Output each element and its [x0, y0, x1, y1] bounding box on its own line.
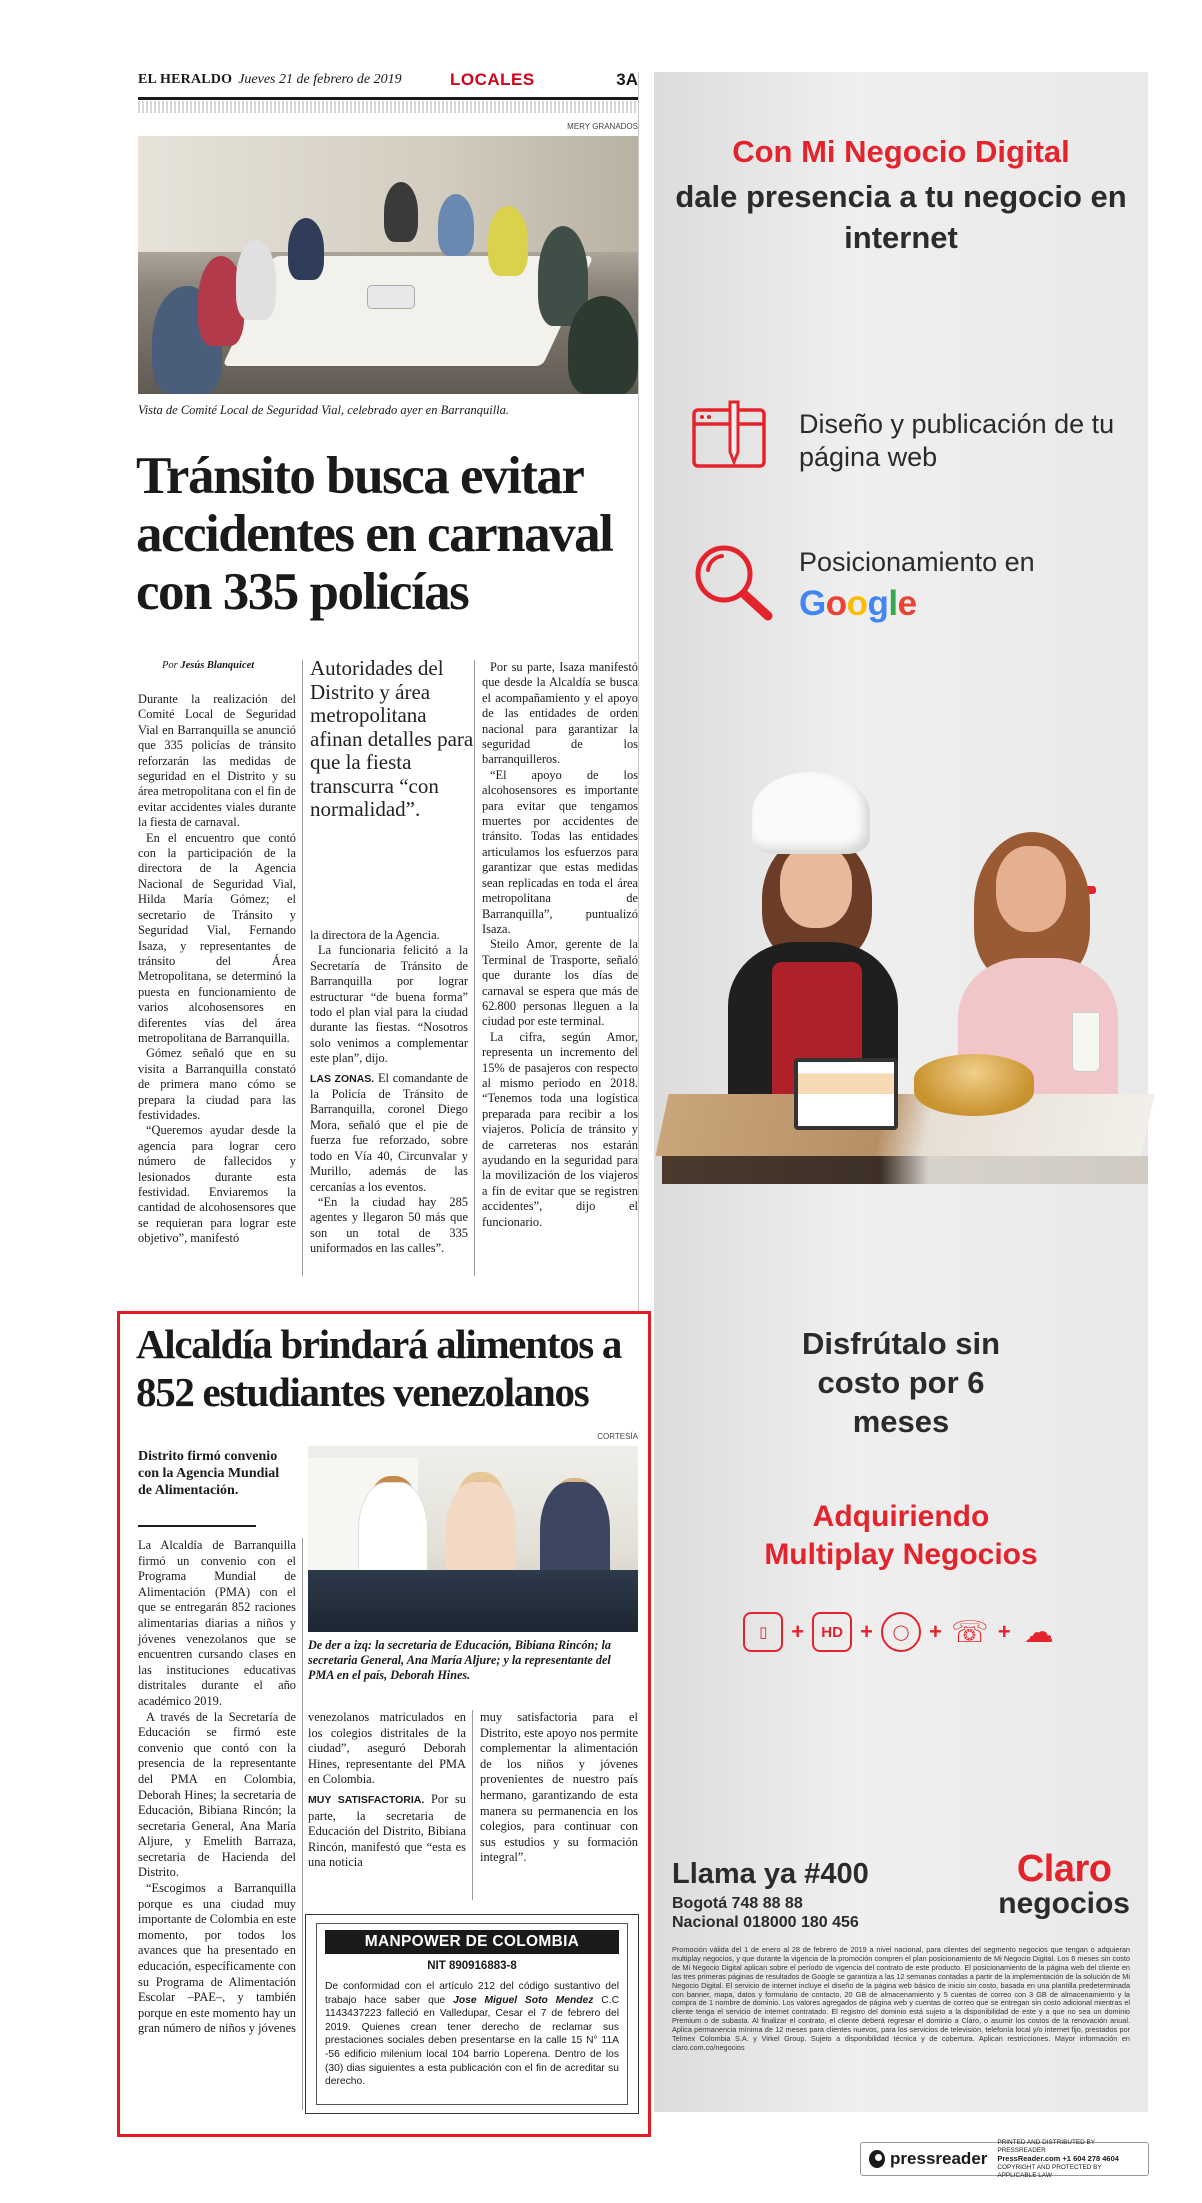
internet-globe-icon: ◯	[881, 1612, 921, 1652]
photo-projector	[368, 286, 414, 308]
kitchen-counter-edge	[662, 1156, 1148, 1184]
photo-credit: MERY GRANADOS	[567, 122, 638, 131]
paragraph: muy satisfactoria para el Distrito, este apoyo nos permite complementar la alimentación de los niños y jóvenes provenientes de nuestro país hermano, garantizando de esta manera su permanencia en los colegios, para continuar con sus estudios y su formación integral”.	[480, 1710, 638, 1865]
story-headline: Alcaldía brindará alimentos a 852 estudiantes venezolanos	[136, 1321, 622, 1415]
cloud-icon: ☁	[1023, 1615, 1054, 1649]
column-divider	[302, 660, 303, 1276]
plus-icon: +	[860, 1619, 873, 1644]
feature-positioning: Posicionamiento en	[799, 547, 1035, 577]
google-letter: l	[888, 584, 898, 623]
ad-headline: dale presencia a tu negocio en internet	[675, 179, 1127, 255]
page-number: 3A	[616, 70, 638, 89]
google-letter: o	[825, 584, 847, 623]
tv-hd-icon: HD	[812, 1612, 852, 1652]
header-rule	[138, 97, 638, 100]
google-letter: G	[799, 584, 826, 623]
notice-text-end: C.C 1143437223 falleció en Valledupar, Cesar el 7 de febrero del 2019. Quienes crean tener derecho de reclamar sus prestaciones sociales deben presentarse en la calle 15 N° 11A -56 edificio milenium local 104 barrio Loperena. Dentro de los (30) dias siguientes a esta publicación con el fin de acreditar su derecho.	[325, 1994, 619, 2088]
photo-person	[384, 182, 418, 242]
story-headline: Tránsito busca evitar accidentes en carnaval con 335 policías	[136, 447, 613, 621]
subhead-lead: LAS ZONAS.	[310, 1072, 375, 1085]
notice-title: MANPOWER DE COLOMBIA	[325, 1930, 619, 1954]
multiplay-services	[654, 1612, 1148, 1652]
claro-wordmark: Claro	[1016, 1848, 1112, 1890]
pressreader-meta	[997, 2139, 1140, 2180]
cookie-tin	[914, 1054, 1034, 1116]
photo-credit: CORTESÍA	[597, 1432, 638, 1441]
ad-offer: Disfrútalo sin costo por 6 meses	[801, 1326, 1001, 1439]
story-column-3	[482, 660, 638, 1230]
meeting-photo	[138, 136, 638, 394]
byline-author: Jesús Blanquicet	[180, 660, 255, 671]
paragraph: “El apoyo de los alcohosensores es importante para evitar que tengamos muertes por accidentes de tránsito. Todas las entidades articulamos los esfuerzos para garantizar que estas medidas sean replicadas en toda el área metropolitana de Barranquilla”, puntualizó Isaza.	[482, 767, 638, 936]
story-column-3	[480, 1710, 638, 1866]
google-letter: o	[846, 584, 868, 623]
milk-glass	[1072, 1012, 1100, 1072]
web-design-icon	[690, 400, 770, 474]
laptop-screen	[798, 1062, 894, 1126]
paragraph: la directora de la Agencia.	[310, 928, 440, 942]
plus-icon: +	[791, 1619, 805, 1644]
paragraph: La cifra, según Amor, representa un incremento del 15% de pasajeros con respecto al mismo periodo en 2018. “Tenemos toda una logística preparada para recibir a los viajeros. Policía de tránsito y de carreteras nos estarán ayudando en la seguridad para la movilización de los viajeros a fin de evitar que se registren accidentes”, dijo el funcionario.	[482, 1029, 638, 1229]
kitchen-counter	[655, 1094, 1154, 1156]
photo-person	[288, 218, 324, 280]
paragraph: La Alcaldía de Barranquilla firmó un convenio con el Programa Mundial de Alimentación (PMA) con el que se entregarán 852 raciones alimentarias diarias a niños y jóvenes venezolanos que se encuentren cursando clases en las instituciones educativas distritales durante el año académico 2019.	[138, 1538, 296, 1708]
paragraph: venezolanos matriculados en los colegios distritales de la ciudad”, aseguró Deborah Hines, representante del PMA en Colombia.	[308, 1710, 466, 1787]
pressreader-name: pressreader	[890, 2149, 988, 2168]
paragraph: Por su parte, Isaza manifestó que desde la Alcaldía se busca el acompañamiento y el apoyo de las entidades de orden nacional para garantizar la seguridad de los barranquilleros.	[482, 660, 638, 767]
phone-numbers	[672, 1894, 859, 1932]
photo-person	[488, 206, 528, 276]
phone-bogota: Bogotá 748 88 88	[672, 1895, 803, 1912]
woman-face	[996, 846, 1066, 932]
paragraph-text: El comandante de la Policía de Tránsito de Barranquilla, coronel Diego Mora, señaló que el pie de fuerza fue reforzado, sobre todo en Vía 40, Circunvalar y Murillo, además de las cercanías a los eventos.	[310, 1070, 468, 1194]
paragraph: Steilo Amor, gerente de la Terminal de Trasporte, señaló que durante los días de carnaval se espera que más de 62.800 personas lleguen a la ciudad por este terminal.	[482, 937, 638, 1029]
ad-headline-red: Con Mi Negocio Digital	[732, 134, 1070, 169]
google-letter: e	[897, 584, 917, 623]
notice-person-name: Jose Miguel Soto Mendez	[453, 1994, 594, 2006]
story-column-1	[138, 692, 296, 1247]
feature-web-design: Diseño y publicación de tu página web	[799, 409, 1115, 472]
chef-face	[780, 844, 852, 928]
byline-prefix: Por	[162, 660, 178, 671]
column-divider	[472, 1710, 473, 1900]
pressreader-icon	[869, 2150, 885, 2168]
paragraph-text: Por su parte, la secretaria de Educación del Distrito, Bibiana Rincón, manifestó que “esta es una noticia	[308, 1791, 466, 1870]
google-letter: g	[867, 584, 889, 623]
photo-desk	[308, 1570, 638, 1632]
notice-text-start: De conformidad con el artículo 212 del código sustantivo del trabajo hace saber que	[325, 1981, 619, 2006]
issue-date: Jueves 21 de febrero de 2019	[238, 72, 402, 87]
paragraph	[308, 1792, 466, 1871]
paragraph: La funcionaria felicitó a la Secretaría de Tránsito de Barranquilla por lograr estructurar “de buena forma” todo el plan vial para la ciudad durante las fiestas. “Nosotros solo venimos a complementar este plan”, dijo.	[310, 943, 468, 1066]
laptop	[794, 1058, 898, 1130]
chef-hat	[752, 772, 870, 854]
section-name: LOCALES	[450, 70, 535, 89]
plus-icon: +	[929, 1619, 942, 1644]
paragraph: “Queremos ayudar desde la agencia para lograr cero número de fallecidos y lesionados durante esta festividad. Enviaremos la cantidad de alcohosensores que se requieran para lograr este objetivo”, manifestó	[138, 1123, 296, 1246]
photo-caption: De der a izq: la secretaria de Educación, Bibiana Rincón; la secretaria General, Ana María Aljure; y la representante del PMA en el país, Deborah Hines.	[308, 1638, 611, 1682]
subdeck-rule	[138, 1525, 256, 1527]
search-icon	[688, 540, 778, 624]
notice-text	[325, 1980, 619, 2089]
claro-advertisement[interactable]	[654, 72, 1148, 2112]
byline	[162, 660, 254, 671]
header-pattern-rule	[138, 101, 638, 113]
ad-fine-print: Promoción válida del 1 de enero al 28 de febrero de 2019 a nivel nacional, para clientes del segmento negocios que tengan o adquieran multiplay negocios, y que durante la vigencia de la promoción compren el plan posicionamiento de Mi Negocio Digital. Los 6 meses sin costo de Mi Negocio Digital aplican sobre el período de vigencia del contrato de este producto. El posicionamiento de la página web del cliente en las tres primeras páginas de resultados de Google se garantiza a las 12 semanas contadas a partir de la implementación de la solución de Mi Negocio Digital. El servicio de internet incluye el diseño de la página web básico de inicio sin costo, basada en una plantilla predeterminada con banner, mapa, datos y formulario de contacto, 20 GB de almacenamiento y 5 cuentas de correo con 3 GB de almacenamiento y la compra de 1 nombre de dominio. Los valores agregados de página web y cuentas de correo que se entregan sin costo adicional mientras el cliente tenga el servicio de internet contratado. El registro del dominio está sujeto a la disponibilidad de este y a que no sea un dominio Premium o de subasta. Al finalizar el contrato, el cliente deberá regresar el dominio a Claro, o asumir los costos de la renovación anual. Aplica permanencia mínima de 12 meses para clientes nuevos, para los servicios de televisión, telefonía local y/o internet fijo, prestados por Telmex Colombia S.A. y Virkel Group. Sujeto a disponibilidad técnica y de cobertura. Aplican restricciones. Mayor información en claro.com.co/negocios	[672, 1945, 1130, 2052]
google-logo	[799, 584, 917, 624]
paragraph: “Escogimos a Barranquilla porque es una ciudad muy importante de Colombia en este momento, por todos los avances que ha presentado en educación, específicamente con su Programa de Alimentación Escolar –PAE–, y también porque en este momento hay un gran número de niños y jóvenes	[138, 1881, 296, 2036]
telephone-icon: ☏	[951, 1615, 989, 1649]
paragraph	[310, 1071, 468, 1195]
legal-notice	[305, 1914, 639, 2114]
officials-photo	[308, 1446, 638, 1632]
story-subdeck: Distrito firmó convenio con la Agencia Mundial de Alimentación.	[138, 1449, 280, 1498]
column-divider	[302, 1538, 303, 2110]
call-to-action: Llama ya #400	[672, 1858, 869, 1890]
ad-photo-scene	[662, 762, 1148, 1282]
pressreader-line: PressReader.com +1 604 278 4604	[997, 2153, 1119, 2163]
page-header	[138, 72, 638, 94]
paragraph: En el encuentro que contó con la participación de la directora de la Agencia Nacional de Seguridad Vial, Hilda María Gómez; el secretario de Tránsito y Seguridad Vial, Fernando Isaza, y representantes de tránsito del Área Metropolitana, se determinó la puesta en funcionamiento de varios alcohosensores en diferentes vías del área metropolitana de Barranquilla.	[138, 830, 296, 1045]
pressreader-line: COPYRIGHT AND PROTECTED BY APPLICABLE LAW	[997, 2163, 1102, 2179]
legal-notice-frame	[316, 1923, 628, 2105]
story-column-2	[308, 1710, 466, 1871]
story-column-1	[138, 1538, 296, 2037]
plus-icon: +	[997, 1619, 1011, 1644]
notice-nit: NIT 890916883-8	[427, 1960, 517, 1972]
photo-person	[568, 296, 638, 394]
story-column-2	[310, 928, 468, 1257]
ad-offer-condition: Adquiriendo Multiplay Negocios	[764, 1500, 1038, 1571]
paragraph: Durante la realización del Comité Local de Seguridad Vial en Barranquilla se anunció que 335 policías de tránsito reforzarán las medidas de seguridad en el Distrito y su área metropolitana con el fin de evitar accidentes viales durante la fiesta de carnaval.	[138, 692, 296, 830]
mobile-phone-icon: ▯	[743, 1612, 783, 1652]
paragraph: “En la ciudad hay 285 agentes y llegaron 50 más que son un total de 335 uniformados en las calles”.	[310, 1194, 468, 1256]
column-divider	[474, 660, 475, 1276]
phone-national: Nacional 018000 180 456	[672, 1914, 859, 1931]
claro-logo	[998, 1848, 1130, 1921]
pressreader-line: PRINTED AND DISTRIBUTED BY PRESSREADER	[997, 2138, 1095, 2154]
photo-person	[236, 240, 276, 320]
pressreader-badge[interactable]	[860, 2138, 1149, 2179]
subhead-lead: MUY SATISFACTORIA.	[308, 1793, 425, 1806]
paragraph: Gómez señaló que en su visita a Barranquilla constató de primera mano cómo se prepara la ciudad para las festividades.	[138, 1046, 296, 1122]
newspaper-name: EL HERALDO	[138, 72, 233, 87]
pull-quote: Autoridades del Distrito y área metropolitana afinan detalles para que la fiesta transcurra “con normalidad”.	[310, 656, 474, 821]
page-divider	[638, 72, 639, 1312]
claro-sublabel: negocios	[998, 1887, 1130, 1920]
photo-caption: Vista de Comité Local de Seguridad Vial, celebrado ayer en Barranquilla.	[138, 403, 510, 417]
photo-person	[438, 194, 474, 256]
paragraph: A través de la Secretaría de Educación se firmó este convenio que contó con la presencia de la representante del PMA en Colombia, Deborah Hines; la secretaria de Educación, Bibiana Rincón; la secretaria General, Ana María Aljure, y Emelith Barraza, secretaria de Hacienda del Distrito.	[138, 1709, 296, 1880]
